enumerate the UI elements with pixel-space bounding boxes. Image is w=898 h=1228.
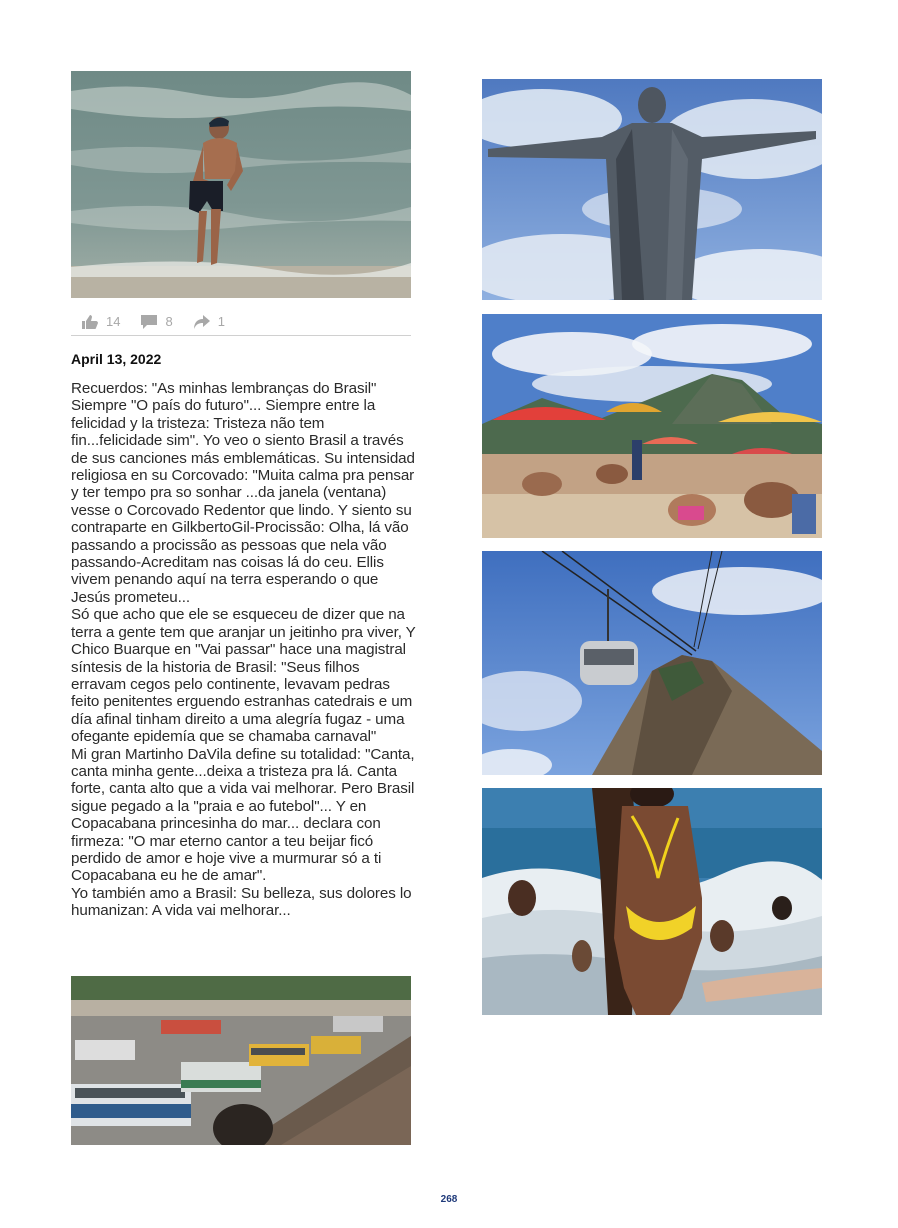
sugarloaf-cablecar-photo [482, 551, 822, 775]
like-count: 14 [106, 314, 121, 329]
post-actions [71, 308, 411, 336]
share-button[interactable] [193, 314, 225, 330]
beach-surf-photo [482, 788, 822, 1015]
post-paragraph: Recuerdos: "As minhas lembranças do Brasil" Siempre "O país do futuro"... Siempre entre la felicidad y la tristeza: Tristeza não tem fin...felicidade sim". Yo veo o siento Brasil a través de sus canciones más emblemáticas. Su intensidad religiosa en su Corcovado: "Muita calma pra pensar y ter tempo pra so sonhar ...da janela (ventana) vesse o Corcovado Redentor que lindo. Y siento su contraparte en GilkbertoGil-Procissão: Olha, lá vão passando a procissão as pessoas que nela vão passando-Acreditam nas coisas lá do ceu. Ellis vivem penando aquí na terra esperando o que Jesús prometeu... [71, 380, 415, 606]
like-button[interactable] [81, 314, 120, 330]
post-body [71, 380, 417, 920]
share-icon [193, 314, 211, 330]
post-paragraph: Só que acho que ele se esqueceu de dizer que na terra a gente tem que aranjar un jeitinho pra viver, Y Chico Buarque en "Vai passar" hace una magistral síntesis de la historia de Brasil: "Seus filhos erravam cegos pelo continente, levavam pedras feito penitentes erguendo estranhas catedrais e um día afinal tinham direito a uma alegría fugaz - uma ofegante epidemía que se chamaba carnaval" [71, 606, 416, 746]
comment-icon [140, 314, 158, 330]
comment-count: 8 [165, 314, 173, 329]
thumbs-up-icon [81, 314, 99, 330]
post-date: April 13, 2022 [71, 351, 162, 367]
christ-redeemer-photo [482, 79, 822, 300]
beach-umbrellas-photo [482, 314, 822, 538]
post-paragraph: Yo también amo a Brasil: Su belleza, sus dolores lo humanizan: A vida vai melhorar... [71, 884, 412, 920]
share-count: 1 [217, 314, 225, 329]
comment-button[interactable] [140, 314, 172, 330]
street-photo [71, 976, 411, 1145]
page-number: 268 [440, 1194, 458, 1205]
post-paragraph: Mi gran Martinho DaVila define su totalidad: "Canta, canta minha gente...deixa a tristeza pra lá. Canta forte, canta alto que a vida vai melhorar. Pero Brasil sigue pegado a la "praia e ao futebol"... Y en Copacabana princesinha do mar... declara con firmeza: "O mar eterno cantor a teu beijar ficó perdido de amor e hoje vive a murmurar só a ti Copacabana eu he de amar". [71, 745, 415, 885]
swimmer-photo [71, 71, 411, 298]
